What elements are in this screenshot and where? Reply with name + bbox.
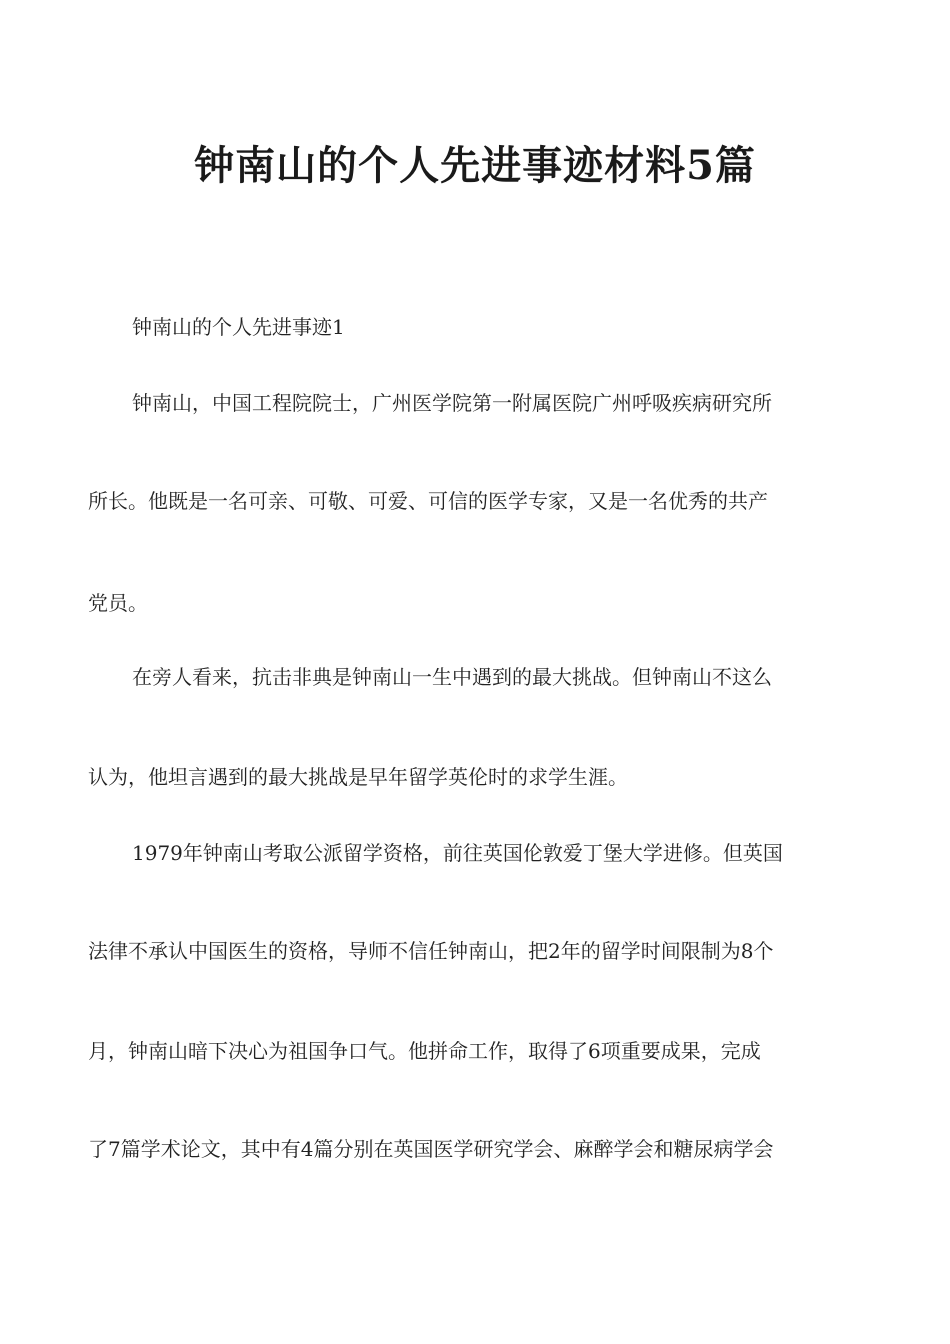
section-heading: 钟南山的个人先进事迹1 <box>132 315 345 339</box>
paragraph-line: 法律不承认中国医生的资格，导师不信任钟南山，把2年的留学时间限制为8个 <box>88 939 774 963</box>
paragraph-line: 钟南山，中国工程院院士，广州医学院第一附属医院广州呼吸疾病研究所 <box>132 391 772 415</box>
paragraph-line: 在旁人看来，抗击非典是钟南山一生中遇到的最大挑战。但钟南山不这么 <box>132 665 772 689</box>
document-title: 钟南山的个人先进事迹材料5篇 <box>194 142 756 189</box>
paragraph-line: 所长。他既是一名可亲、可敬、可爱、可信的医学专家，又是一名优秀的共产 <box>88 489 768 513</box>
paragraph-line: 党员。 <box>88 591 148 615</box>
paragraph-line: 月，钟南山暗下决心为祖国争口气。他拼命工作，取得了6项重要成果，完成 <box>88 1039 761 1063</box>
paragraph-line: 1979年钟南山考取公派留学资格，前往英国伦敦爱丁堡大学进修。但英国 <box>132 841 783 865</box>
paragraph-line: 认为，他坦言遇到的最大挑战是早年留学英伦时的求学生涯。 <box>88 765 628 789</box>
paragraph-line: 了7篇学术论文，其中有4篇分别在英国医学研究学会、麻醉学会和糖尿病学会 <box>88 1137 774 1161</box>
